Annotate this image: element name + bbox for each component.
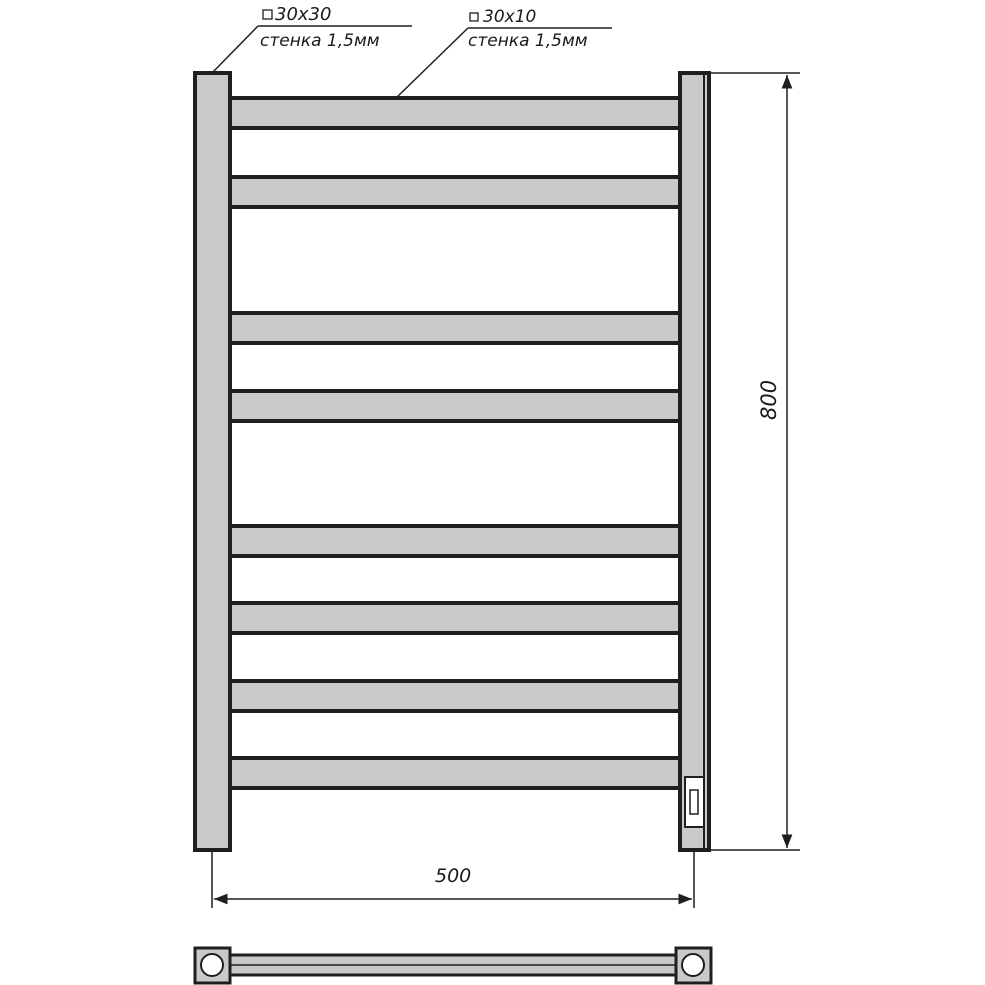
rail-8: [230, 758, 680, 788]
rail-7: [230, 681, 680, 711]
rail-wall-thickness: стенка 1,5мм: [468, 31, 588, 51]
rail-4: [230, 391, 680, 421]
rail-1: [230, 98, 680, 128]
square-profile-icon: [470, 13, 478, 21]
square-profile-icon: [263, 10, 272, 19]
rails: [230, 98, 680, 788]
height-value: 800: [757, 379, 781, 420]
rail-profile-callout: [396, 7, 612, 98]
post-wall-thickness: стенка 1,5мм: [260, 31, 380, 51]
rail-3: [230, 313, 680, 343]
left-post: [195, 73, 230, 850]
width-dimension: [212, 850, 694, 908]
post-profile-size: 30x30: [275, 4, 332, 25]
width-value: 500: [435, 865, 472, 887]
top-view: [195, 948, 711, 983]
rail-6: [230, 603, 680, 633]
height-dimension: [709, 73, 800, 850]
rail-2: [230, 177, 680, 207]
rail-profile-size: 30x10: [483, 7, 537, 27]
rail-5: [230, 526, 680, 556]
post-profile-callout: [212, 4, 412, 73]
